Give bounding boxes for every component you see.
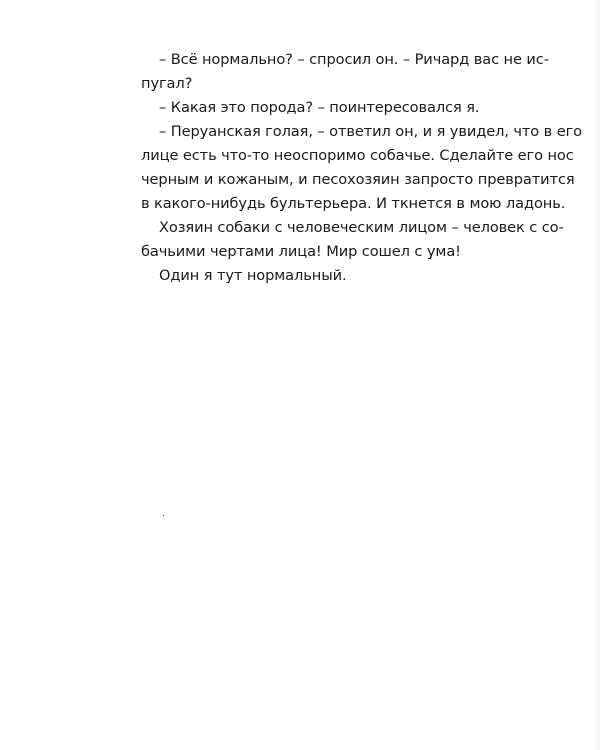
text-line: бачьими чертами лица! Мир сошел с ума! <box>141 243 461 260</box>
text-line: – Всё нормально? – спросил он. – Ричард вас не ис- <box>159 51 549 68</box>
text-line: Один я тут нормальный. <box>159 267 347 284</box>
text-line: Хозяин собаки с человеческим лицом – человек с со- <box>159 219 564 236</box>
text-line: пугал? <box>141 75 193 92</box>
text-line: – Какая это порода? – поинтересовался я. <box>159 99 480 116</box>
text-block <box>0 0 600 300</box>
print-speck <box>163 515 164 516</box>
text-line: в какого-нибудь бультерьера. И ткнется в мою ладонь. <box>141 195 566 212</box>
text-line: черным и кожаным, и песохозяин запросто превратится <box>141 171 575 188</box>
text-line: лице есть что-то неоспоримо собачье. Сделайте его нос <box>141 147 574 164</box>
text-line: – Перуанская голая, – ответил он, и я увидел, что в его <box>159 123 582 140</box>
page-edge-shadow <box>594 0 600 750</box>
